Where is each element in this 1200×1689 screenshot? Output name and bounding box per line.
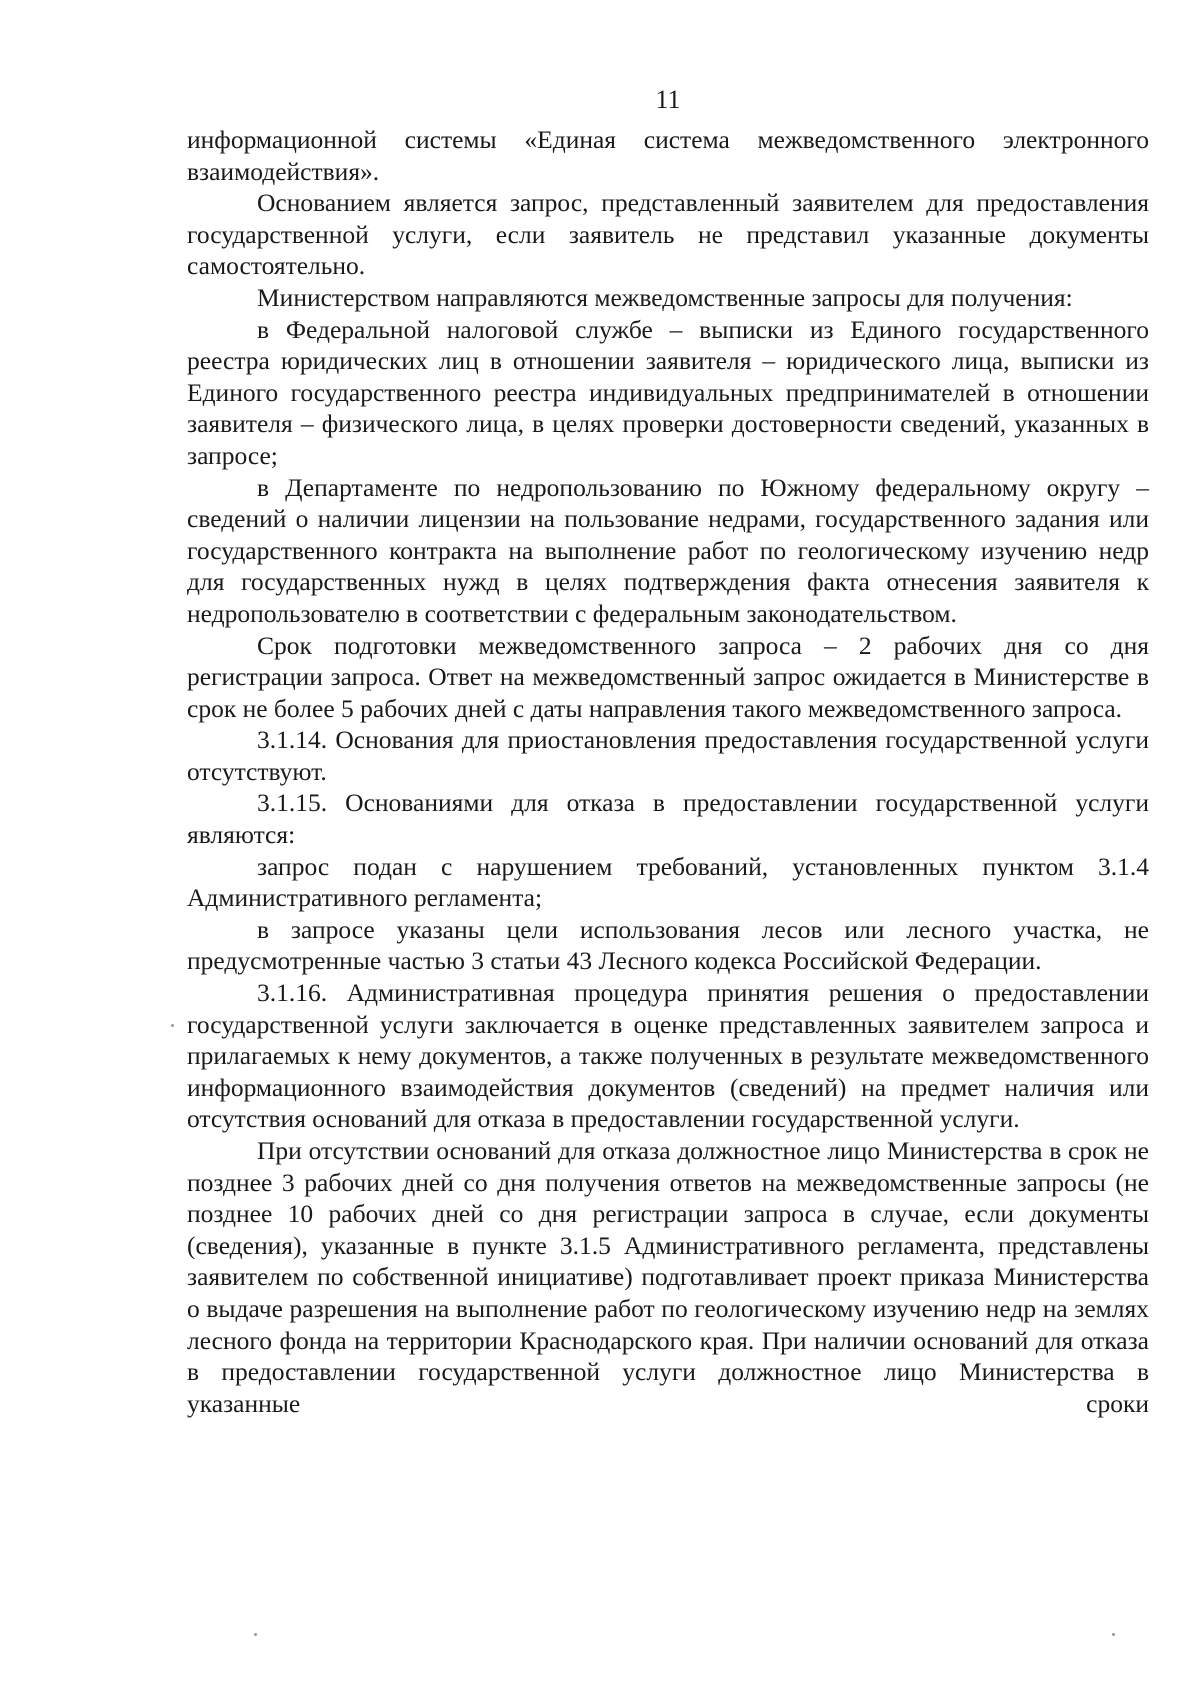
scan-speck xyxy=(254,1633,257,1636)
paragraph-1: информационной системы «Единая система межведомственного электронного взаимодействия». xyxy=(187,125,1149,186)
document-body xyxy=(187,124,1149,1419)
paragraph-12: При отсутствии оснований для отказа должностное лицо Министерства в срок не позднее 3 рабочих дней со дня получения ответов на межведомственные запросы (не позднее 10 рабочих дней со дня регистрации запроса в случае, если документы (сведения), указанные в пункте 3.1.5 Административного регламента, представлены заявителем по собственной инициативе) подготавливает проект приказа Министерства о выдаче разрешения на выполнение работ по геологическому изучению недр на землях лесного фонда на территории Краснодарского края. При наличии оснований для отказа в предоставлении государственной услуги должностное лицо Министерства в указанные сроки xyxy=(187,1136,1149,1418)
paragraph-8: 3.1.15. Основаниями для отказа в предоставлении государственной услуги являются: xyxy=(187,788,1149,850)
paragraph-5: в Департаменте по недропользованию по Южному федеральному округу – сведений о наличии лицензии на пользование недрами, государственного задания или государственного контракта на выполнение работ по геологическому изучению недр для государственных нужд в целях подтверждения факта отнесения заявителя к недропользователю в соответствии с федеральным законодательством. xyxy=(187,472,1149,628)
paragraph-4: в Федеральной налоговой службе – выписки из Единого государственного реестра юридических лиц в отношении заявителя – юридического лица, выписки из Единого государственного реестра индивидуальных предпринимателей в отношении заявителя – физического лица, в целях проверки достоверности сведений, указанных в запросе; xyxy=(187,314,1149,470)
paragraph-6: Срок подготовки межведомственного запроса – 2 рабочих дня со дня регистрации запроса. Ответ на межведомственный запрос ожидается в Министерстве в срок не более 5 рабочих дней с даты направления такого межведомственного запроса. xyxy=(187,630,1149,723)
paragraph-2: Основанием является запрос, представленный заявителем для предоставления государственной услуги, если заявитель не представил указанные документы самостоятельно. xyxy=(187,188,1149,281)
paragraph-3: Министерством направляются межведомственные запросы для получения: xyxy=(257,282,1073,312)
paragraph-7: 3.1.14. Основания для приостановления предоставления государственной услуги отсутствуют. xyxy=(187,725,1149,786)
paragraph-9: запрос подан с нарушением требований, установленных пунктом 3.1.4 Административного регламента; xyxy=(187,851,1149,913)
page-number: 11 xyxy=(655,85,681,114)
scan-speck xyxy=(171,1024,174,1027)
paragraph-10: в запросе указаны цели использования лесов или лесного участка, не предусмотренные частью 3 статьи 43 Лесного кодекса Российской Федерации. xyxy=(187,914,1149,976)
scan-speck xyxy=(1112,1633,1115,1636)
paragraph-11: 3.1.16. Административная процедура принятия решения о предоставлении государственной услуги заключается в оценке представленных заявителем запроса и прилагаемых к нему документов, а также полученных в результате межведомственного информационного взаимодействия документов (сведений) на предмет наличия или отсутствия оснований для отказа в предоставлении государственной услуги. xyxy=(187,978,1149,1134)
